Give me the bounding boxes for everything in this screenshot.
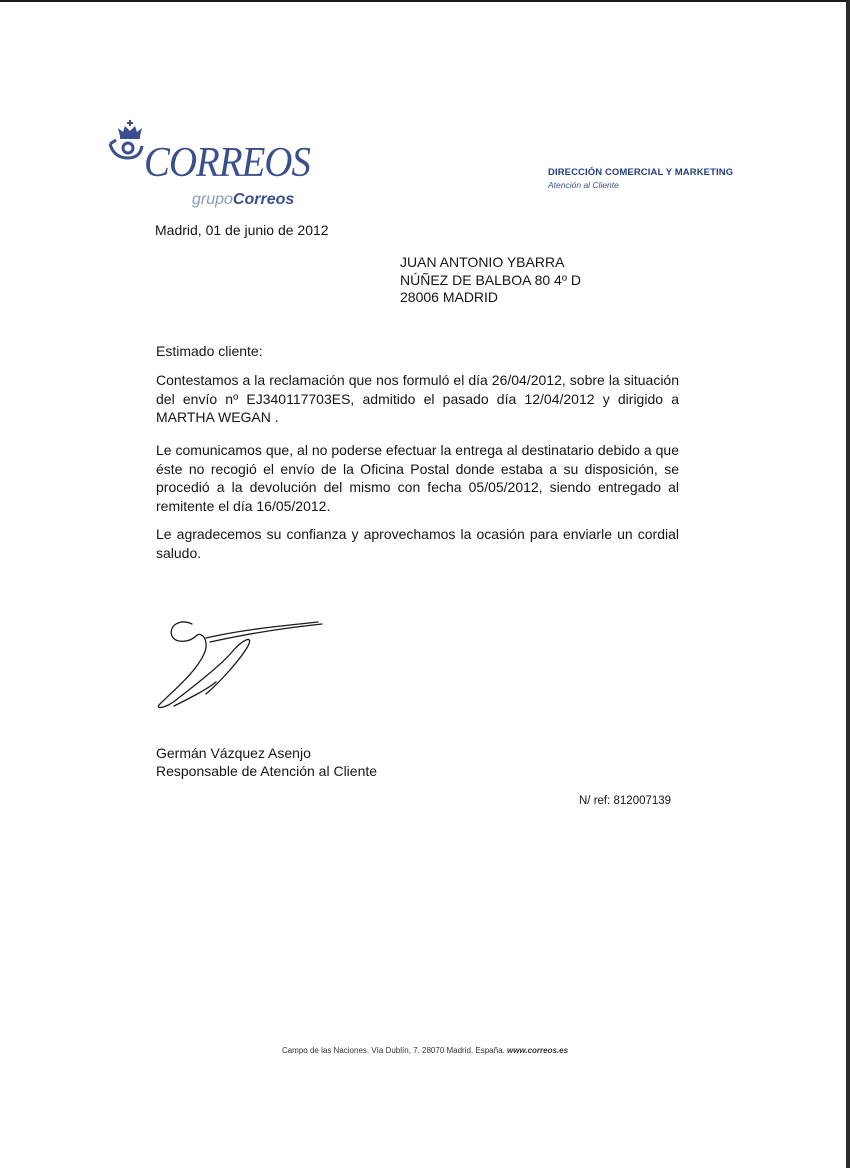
crown-icon — [118, 120, 142, 139]
group-name: Correos — [232, 191, 295, 208]
scan-edge-right — [846, 0, 850, 1168]
recipient-city: 28006 MADRID — [400, 289, 499, 305]
signer-name: Germán Vázquez Asenjo — [156, 745, 311, 761]
footer-website: www.correos.es — [506, 1046, 569, 1055]
grupo-prefix: grupo — [192, 191, 233, 208]
department-title: DIRECCIÓN COMERCIAL Y MARKETING — [548, 167, 734, 178]
department-block — [548, 167, 733, 191]
correos-wordmark: CORREOS — [144, 140, 311, 186]
grupo-correos-text — [192, 191, 294, 208]
handwritten-signature — [150, 612, 330, 712]
body-paragraph: Le comunicamos que, al no poderse efectuar la entrega al destinatario debido a que éste no recogió el envío de la Oficina Postal donde estaba a su disposición, se procedió a la devolución del mismo con fecha 05/05/2012, siendo entregado al remitente el día 16/05/2012. — [156, 442, 679, 514]
signature-graphic — [150, 612, 330, 712]
footer — [0, 1046, 850, 1055]
correos-logo — [108, 118, 318, 210]
recipient-name: JUAN ANTONIO YBARRA — [400, 254, 565, 270]
reference-number: N/ ref: 812007139 — [579, 795, 672, 807]
scan-edge-top — [0, 0, 850, 2]
correos-logo-graphic — [108, 118, 318, 210]
footer-address: Campo de las Naciones. Vía Dublín, 7. 28070 Madrid. España. — [281, 1046, 505, 1055]
greeting: Estimado cliente: — [156, 343, 263, 359]
recipient-street: NÚÑEZ DE BALBOA 80 4º D — [400, 271, 581, 288]
signer-block — [156, 745, 377, 780]
body-paragraph: Contestamos a la reclamación que nos formuló el día 26/04/2012, sobre la situación del envío nº EJ340117703ES, admitido el pasado día 12/04/2012 y dirigido a MARTHA WEGAN . — [156, 372, 679, 426]
date-line: Madrid, 01 de junio de 2012 — [155, 222, 329, 238]
post-horn-icon — [110, 140, 142, 158]
department-subtitle: Atención al Cliente — [548, 180, 619, 190]
body-paragraph: Le agradecemos su confianza y aprovechamos la ocasión para enviarle un cordial saludo. — [156, 526, 679, 561]
signer-title: Responsable de Atención al Cliente — [156, 762, 378, 779]
recipient-address — [400, 254, 581, 307]
